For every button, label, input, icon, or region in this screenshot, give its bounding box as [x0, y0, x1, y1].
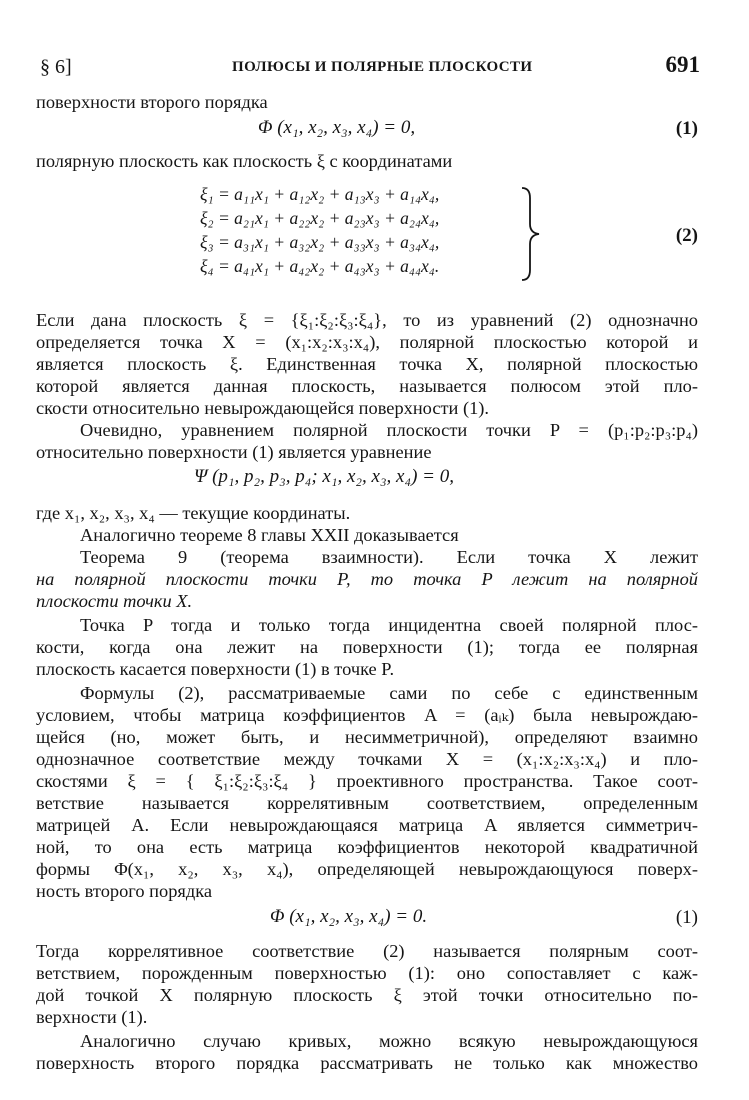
- equation-number: (1): [675, 118, 698, 139]
- text-line: Точка P тогда и только тогда инцидентна своей полярной плос-: [80, 615, 698, 635]
- text-line: Если дана плоскость ξ = {ξ₁:ξ₂:ξ₃:ξ₄}, то из уравнений (2) однозначно: [36, 310, 698, 330]
- equation-number: (1): [675, 907, 698, 928]
- text-line: скости относительно невырождающейся поверхности (1).: [36, 398, 490, 418]
- text-line: Очевидно, уравнением полярной плоскости точки P = (p₁:p₂:p₃:p₄): [80, 420, 698, 440]
- text-line: полярную плоскость как плоскость ξ с координатами: [36, 151, 453, 171]
- text-line: матрицей A. Если невырождающаяся матрица A является симметрич-: [36, 815, 698, 835]
- equation-surface-repeat: Φ (x₁, x₂, x₃, x₄) = 0.: [270, 906, 428, 927]
- text-line: Аналогично случаю кривых, можно всякую невырождающуюся: [80, 1031, 698, 1051]
- text-line: щейся (но, может быть, и несимметричной), определяют взаимно: [36, 727, 698, 747]
- theorem-line: плоскости точки X.: [36, 591, 193, 611]
- text-line: является плоскость ξ. Единственная точка X, полярной плоскостью: [36, 354, 698, 374]
- text-line: ность второго порядка: [36, 881, 213, 901]
- equation-polar: Ψ (p₁, p₂, p₃, p₄; x₁, x₂, x₃, x₄) = 0,: [194, 466, 454, 487]
- theorem-line: на полярной плоскости точки P, то точка P лежит на полярной: [36, 569, 698, 589]
- text-line: Формулы (2), рассматриваемые сами по себе с единственным: [80, 683, 698, 703]
- text-line: скостями ξ = { ξ₁:ξ₂:ξ₃:ξ₄ } проективного пространства. Такое соот-: [36, 771, 698, 791]
- text-line: где x₁, x₂, x₃, x₄ — текущие координаты.: [36, 503, 351, 523]
- system-row-4: ξ₄ = a₄₁x₁ + a₄₂x₂ + a₄₃x₃ + a₄₄x₄.: [200, 256, 440, 276]
- text-line: дой точкой X полярную плоскость ξ этой точки относительно по-: [36, 985, 698, 1005]
- text-line: ветствием, порожденным поверхностью (1): оно сопоставляет с каж-: [36, 963, 698, 983]
- text-line: ветствие называется коррелятивным соответствием, определенным: [36, 793, 698, 813]
- running-title: ПОЛЮСЫ И ПОЛЯРНЫЕ ПЛОСКОСТИ: [232, 59, 533, 75]
- text-line: кости, когда она лежит на поверхности (1); тогда ее полярная: [36, 637, 698, 657]
- text-line: Аналогично теореме 8 главы XXII доказывается: [80, 525, 459, 545]
- page-number: 691: [665, 52, 700, 77]
- system-row-3: ξ₃ = a₃₁x₁ + a₃₂x₂ + a₃₃x₃ + a₃₄x₄,: [200, 232, 440, 252]
- text-line: Тогда коррелятивное соответствие (2) называется полярным соот-: [36, 941, 698, 961]
- text-line: определяется точка X = (x₁:x₂:x₃:x₄), полярной плоскостью которой и: [36, 332, 698, 352]
- text-line: однозначное соответствие между точками X = (x₁:x₂:x₃:x₄) и пло-: [36, 749, 698, 769]
- system-row-1: ξ₁ = a₁₁x₁ + a₁₂x₂ + a₁₃x₃ + a₁₄x₄,: [200, 184, 440, 204]
- equation-number: (2): [675, 225, 698, 246]
- text-line: условием, чтобы матрица коэффициентов A = (aᵢₖ) была невырождаю-: [36, 705, 698, 725]
- section-marker: § 6]: [40, 56, 72, 78]
- text-line: плоскость касается поверхности (1) в точке P.: [36, 659, 395, 679]
- right-brace-icon: [520, 186, 542, 282]
- text-line: относительно поверхности (1) является уравнение: [36, 442, 432, 462]
- text-line: которой является данная плоскость, называется полюсом этой пло-: [36, 376, 698, 396]
- system-row-2: ξ₂ = a₂₁x₁ + a₂₂x₂ + a₂₃x₃ + a₂₄x₄,: [200, 208, 440, 228]
- text-line: верхности (1).: [36, 1007, 148, 1027]
- text-line: ной, то она есть матрица коэффициентов некоторой квадратичной: [36, 837, 698, 857]
- text-line: поверхность второго порядка рассматривать не только как множество: [36, 1053, 698, 1073]
- running-header: [40, 50, 700, 80]
- text-line: формы Φ(x₁, x₂, x₃, x₄), определяющей невырождающуюся поверх-: [36, 859, 698, 879]
- theorem-line: Теорема 9 (теорема взаимности). Если точка X лежит: [80, 547, 698, 567]
- text-line: поверхности второго порядка: [36, 92, 268, 112]
- equation-surface: Φ (x₁, x₂, x₃, x₄) = 0,: [258, 117, 416, 138]
